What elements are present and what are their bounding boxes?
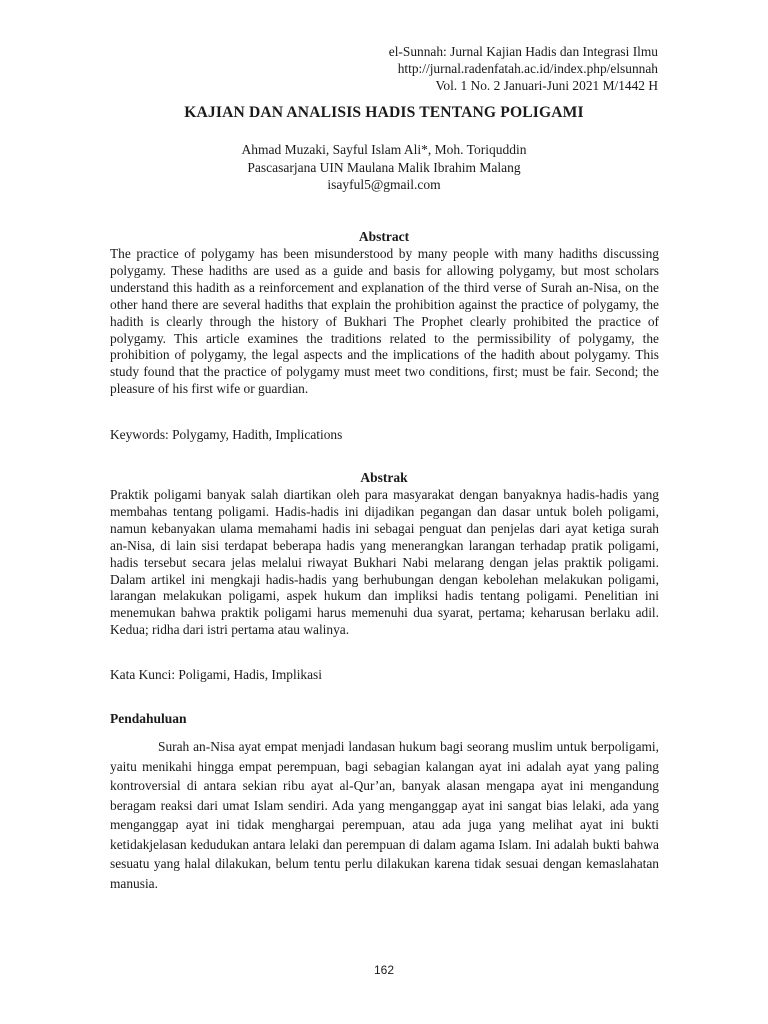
journal-volume: Vol. 1 No. 2 Januari-Juni 2021 M/1442 H <box>435 78 658 93</box>
journal-name: el-Sunnah: Jurnal Kajian Hadis dan Integrasi Ilmu <box>388 44 658 59</box>
journal-url[interactable]: http://jurnal.radenfatah.ac.id/index.php/elsunnah <box>397 61 658 76</box>
abstract-text: The practice of polygamy has been misunderstood by many people with many hadiths discussing polygamy. These hadiths are used as a guide and basis for allowing polygamy, but most scholars understand this hadith as a reinforcement and explanation of the third verse of Surah an-Nisa, on the other hand there are several hadiths that explain the prohibition against the practice of polygamy, the hadith is clearly through the history of Bukhari The Prophet clearly prohibited the practice of polygamy. This article examines the traditions related to the permissibility of polygamy, the prohibition of polygamy, the legal aspects and the implications of the hadith about polygamy. This study found that the practice of polygamy must meet two conditions, first; must be fair. Second; the pleasure of his first wife or guardian. <box>110 246 659 397</box>
abstract-keywords: Keywords: Polygamy, Hadith, Implications <box>110 427 343 442</box>
abstrak-text: Praktik poligami banyak salah diartikan oleh para masyarakat dengan banyaknya hadis-hadis yang membahas tentang poligami. Hadis-hadis ini dijadikan pegangan dan dasar untuk boleh poligami, namun kebanyakan ulama memahami hadis ini sebagai penguat dan penjelas dari ayat ketiga surah an-Nisa, di lain sisi terdapat beberapa hadis yang menerangkan larangan terhadap pratik poligami, hadis tersebut secara jelas melalui riwayat Bukhari Nabi melarang dengan jelas praktik poligami. Dalam artikel ini mengkaji hadis-hadis yang berhubungan dengan kebolehan melakukan poligami, larangan melakukan poligami, aspek hukum dan impliksi hadis tentang poligami. Penelitian ini menemukan bahwa praktik poligami harus memenuhi dua syarat, pertama; keharusan berlaku adil. Kedua; ridha dari istri pertama atau walinya. <box>110 487 659 638</box>
introduction-heading: Pendahuluan <box>110 711 187 726</box>
abstrak-keywords: Kata Kunci: Poligami, Hadis, Implikasi <box>110 667 322 682</box>
article-title: KAJIAN DAN ANALISIS HADIS TENTANG POLIGAMI <box>184 104 584 121</box>
page-number: 162 <box>373 963 395 977</box>
author-affiliation: Pascasarjana UIN Maulana Malik Ibrahim Malang <box>247 159 521 175</box>
introduction-text: Surah an-Nisa ayat empat menjadi landasan hukum bagi seorang muslim untuk berpoligami, yaitu menikahi hingga empat perempuan, bagi sebagian kalangan ayat ini adalah ayat yang paling kontroversial di antara sekian ribu ayat al-Qur’an, banyak alasan mengapa ayat ini mengandung beragam reaksi dari umat Islam sendiri. Ada yang menganggap ayat ini sangat bias lelaki, ada yang menganggap ayat ini tidak menghargai perempuan, atau ada juga yang melihat ayat ini bukti ketidakjelasan kedudukan antara lelaki dan perempuan di dalam agama Islam. Ini adalah bukti bahwa sesuatu yang halal dilakukan, belum tentu perlu dilakukan karena tidak sesuai dengan kemaslahatan manusia. <box>110 739 659 891</box>
author-block <box>0 141 768 194</box>
journal-header <box>389 43 658 94</box>
abstrak-heading: Abstrak <box>360 470 408 485</box>
abstract-heading: Abstract <box>358 229 410 244</box>
author-names: Ahmad Muzaki, Sayful Islam Ali*, Moh. Toriquddin <box>241 142 527 157</box>
author-email[interactable]: isayful5@gmail.com <box>327 177 441 193</box>
